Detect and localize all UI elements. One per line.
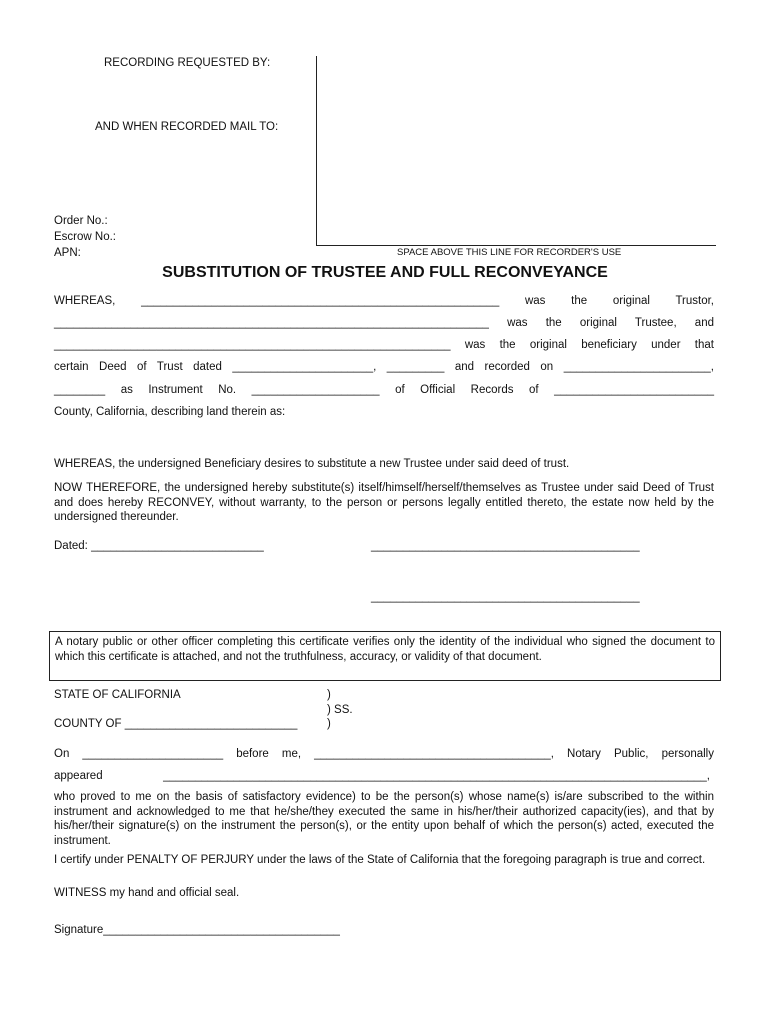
now-therefore-paragraph: NOW THEREFORE, the undersigned hereby substitute(s) itself/himself/herself/themselves as Trustee under said Deed of Trust and does hereby RECONVEY, without warranty, to the person or persons legally entitled thereto, the estate now held by the undersigned thereunder. <box>54 482 714 524</box>
venue-paren-3: ) <box>327 718 331 730</box>
apn-label: APN: <box>54 247 81 259</box>
whereas-trustee-line: ____________________________________________________________________ was the original Trustee, and <box>54 317 714 329</box>
recording-requested-by-label: RECORDING REQUESTED BY: <box>104 57 271 69</box>
dated-line: Dated: ___________________________ <box>54 540 264 552</box>
document-title: SUBSTITUTION OF TRUSTEE AND FULL RECONVEYANCE <box>162 264 608 281</box>
notary-notice-box <box>49 631 721 681</box>
mail-to-label: AND WHEN RECORDED MAIL TO: <box>95 121 279 133</box>
beneficiary-signature-line-2: __________________________________________ <box>371 591 640 603</box>
whereas-beneficiary-line: ______________________________________________________________ was the original beneficiary under that <box>54 339 714 351</box>
notary-notice-text: A notary public or other officer completing this certificate verifies only the identity of the individual who signed the document to which this certificate is attached, and not the truthfulness, accuracy, or validity of that document. <box>55 636 715 663</box>
whereas-trustor-line: WHEREAS, ________________________________________________________ was the original Trustor, <box>54 295 714 307</box>
recorder-space-label: SPACE ABOVE THIS LINE FOR RECORDER'S USE <box>397 247 622 258</box>
county-description-line: County, California, describing land therein as: <box>54 406 286 418</box>
escrow-no-label: Escrow No.: <box>54 231 116 243</box>
instrument-no-line: ________ as Instrument No. ____________________ of Official Records of _________________________ <box>54 384 714 396</box>
venue-ss: ) SS. <box>327 704 353 716</box>
recorder-line <box>316 245 716 246</box>
whereas-substitute-paragraph: WHEREAS, the undersigned Beneficiary desires to substitute a new Trustee under said deed of trust. <box>54 458 570 470</box>
venue-paren-1: ) <box>327 689 331 701</box>
witness-line: WITNESS my hand and official seal. <box>54 887 240 899</box>
order-no-label: Order No.: <box>54 215 108 227</box>
notary-on-line: On ______________________ before me, _____________________________________, Notary Public, personally <box>54 748 714 760</box>
state-of-california: STATE OF CALIFORNIA <box>54 689 181 701</box>
proved-paragraph: who proved to me on the basis of satisfactory evidence) to be the person(s) whose name(s) is/are subscribed to the within instrument and acknowledged to me that he/she/they executed the same in his/her/their authorized capacity(ies), and that by his/her/their signature(s) on the instrument the person(s), or the entity upon behalf of which the person(s) acted, executed the instrument. <box>54 791 714 847</box>
beneficiary-signature-line-1: __________________________________________ <box>371 540 640 552</box>
notary-signature-line: Signature_____________________________________ <box>54 924 340 936</box>
appeared-line: appeared _____________________________________________________________________________________, <box>54 770 710 782</box>
header-divider-vertical <box>316 56 317 246</box>
county-of-line: COUNTY OF ___________________________ <box>54 718 298 730</box>
deed-dated-line: certain Deed of Trust dated ______________________, _________ and recorded on _______________________, <box>54 361 714 373</box>
certify-paragraph: I certify under PENALTY OF PERJURY under the laws of the State of California that the foregoing paragraph is true and correct. <box>54 854 706 866</box>
